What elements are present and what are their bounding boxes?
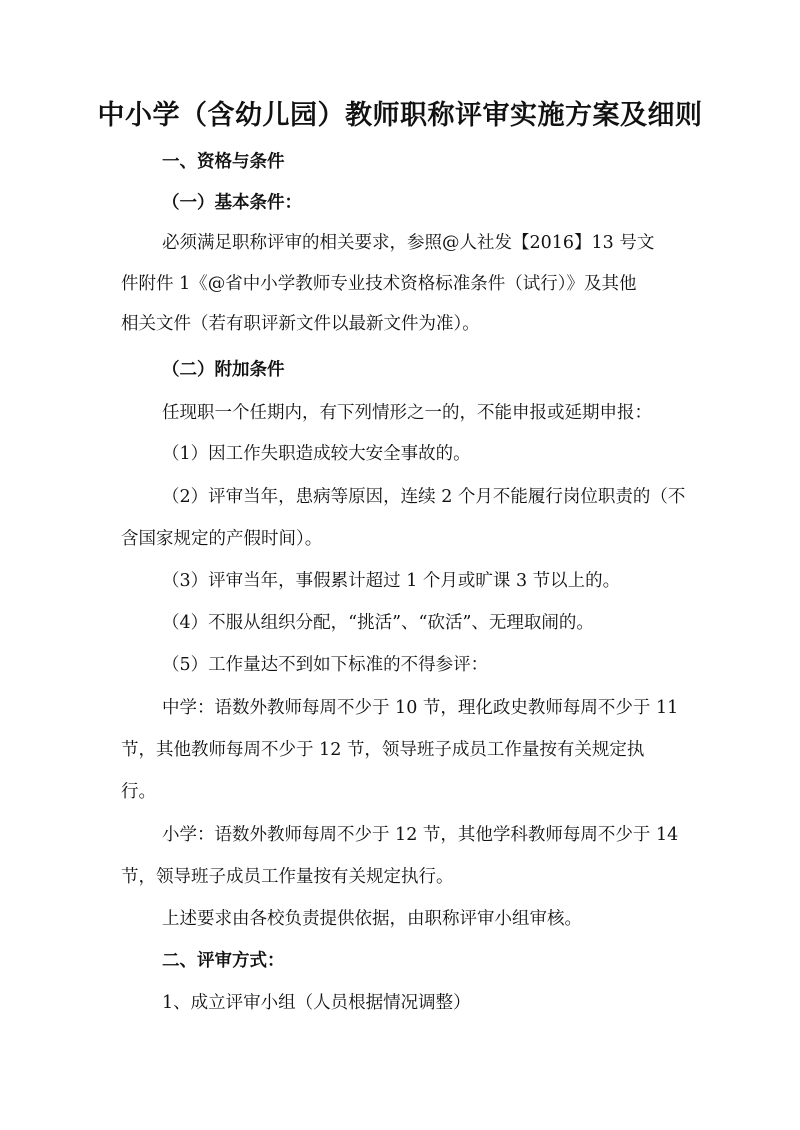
list-item: （3）评审当年，事假累计超过 1 个月或旷课 3 节以上的。 xyxy=(162,571,621,591)
list-item: （1）因工作失职造成较大安全事故的。 xyxy=(162,444,471,464)
list-item-continued: 含国家规定的产假时间）。 xyxy=(121,529,323,549)
paragraph-line: 相关文件（若有职评新文件以最新文件为准）。 xyxy=(121,314,480,334)
list-item: （4）不服从组织分配，“挑活”、“砍活”、无理取闹的。 xyxy=(162,613,594,633)
paragraph-line: 必须满足职称评审的相关要求，参照@人社发【2016】13 号文 xyxy=(162,233,655,253)
paragraph-line: 1、成立评审小组（人员根据情况调整） xyxy=(162,993,471,1013)
paragraph-line: 小学：语数外教师每周不少于 12 节，其他学科教师每周不少于 14 xyxy=(162,825,679,845)
paragraph-line: 行。 xyxy=(121,782,156,802)
section-heading-qualifications: 一、资格与条件 xyxy=(162,152,285,172)
paragraph-line: 节，领导班子成员工作量按有关规定执行。 xyxy=(121,867,454,887)
paragraph-line: 中学：语数外教师每周不少于 10 节，理化政史教师每周不少于 11 xyxy=(162,698,679,718)
paragraph-line: 上述要求由各校负责提供依据，由职称评审小组审核。 xyxy=(162,909,582,929)
document-title: 中小学（含幼儿园）教师职称评审实施方案及细则 xyxy=(97,100,703,131)
subsection-heading-additional: （二）附加条件 xyxy=(162,360,285,380)
subsection-heading-basic: （一）基本条件： xyxy=(162,193,302,213)
paragraph-line: 件附件 1《@省中小学教师专业技术资格标准条件（试行）》及其他 xyxy=(121,274,637,294)
paragraph-line: 节，其他教师每周不少于 12 节，领导班子成员工作量按有关规定执 xyxy=(121,740,645,760)
section-heading-review-method: 二、评审方式： xyxy=(162,951,285,971)
list-item: （2）评审当年，患病等原因，连续 2 个月不能履行岗位职责的（不 xyxy=(162,487,686,507)
list-item: （5）工作量达不到如下标准的不得参评： xyxy=(162,655,489,675)
paragraph-line: 任现职一个任期内，有下列情形之一的，不能申报或延期申报： xyxy=(162,403,652,423)
